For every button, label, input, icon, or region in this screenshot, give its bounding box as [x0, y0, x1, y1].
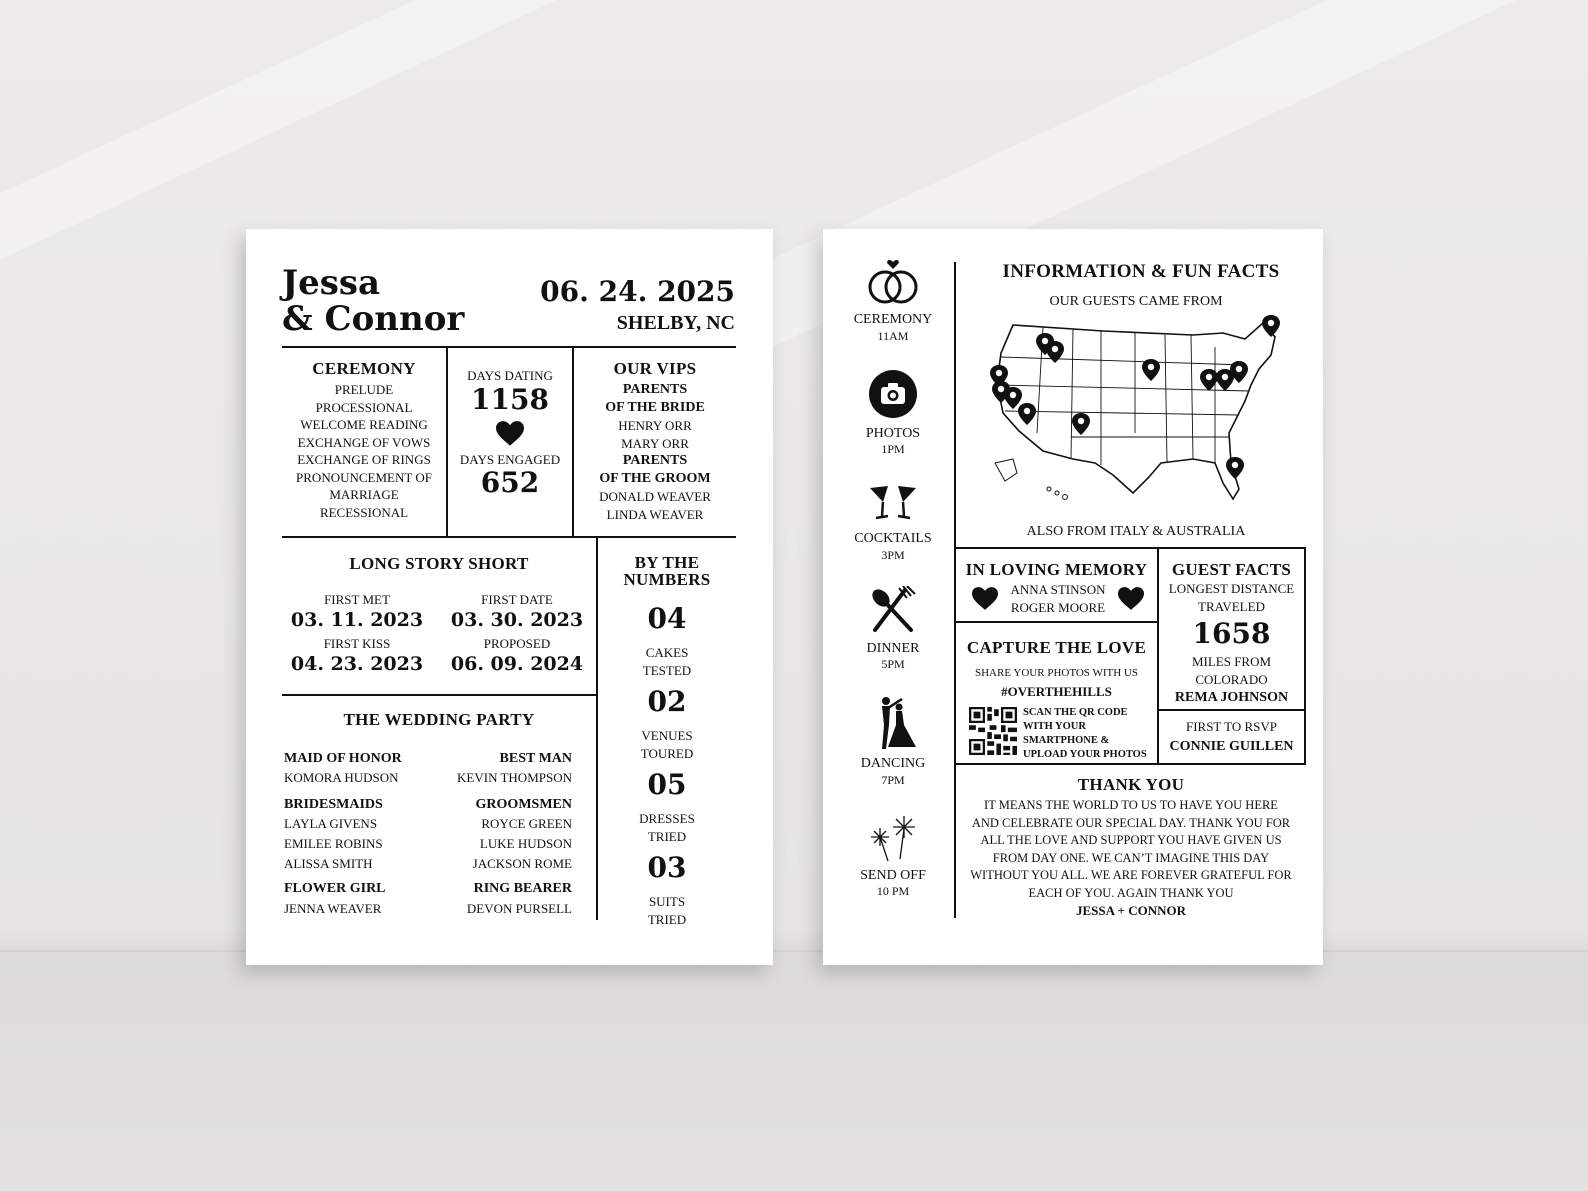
numbers-label: SUITS [648, 894, 686, 909]
timeline-label: PHOTOS [865, 425, 921, 441]
numbers-value: 03 [647, 851, 687, 884]
timeline-time: 5PM [881, 657, 905, 671]
thank-you-section [956, 775, 1306, 920]
story-label: FIRST KISS [323, 636, 391, 651]
numbers-section [598, 554, 736, 928]
thank-you-signature: JESSA + CONNOR [1076, 903, 1186, 918]
numbers-label: TRIED [647, 828, 687, 844]
ceremony-item: EXCHANGE OF VOWS [297, 434, 431, 450]
vips-name: DONALD WEAVER [599, 489, 711, 504]
guest-facts-label: LONGEST DISTANCE [1168, 581, 1295, 596]
program-card-back [823, 229, 1323, 965]
rsvp-name: CONNIE GUILLEN [1169, 738, 1294, 754]
bridesmaid-name: LAYLA GIVENS [284, 816, 378, 831]
story-date: 06. 09. 2024 [450, 652, 584, 675]
vips-name: HENRY ORR [618, 418, 692, 433]
timeline-time: 3PM [881, 547, 905, 562]
guest-facts-label: MILES FROM [1191, 654, 1272, 669]
rsvp-label: FIRST TO RSVP [1185, 719, 1278, 734]
party-groom-side [426, 750, 572, 920]
rsvp-section [1159, 718, 1304, 758]
heart-icon [1118, 587, 1144, 611]
ceremony-item: MARRIAGE [329, 487, 399, 502]
heart-icon [972, 587, 998, 611]
wedding-date: 06. 24. 2025 [540, 275, 735, 308]
ceremony-item: WELCOME READING [300, 417, 428, 432]
ceremony-item: PROCESSIONAL [315, 399, 413, 415]
story-label: PROPOSED [483, 636, 551, 651]
numbers-label: DRESSES [639, 811, 695, 826]
numbers-value: 04 [647, 602, 687, 635]
memory-name: ROGER MOORE [1010, 599, 1106, 615]
numbers-label: TRIED [647, 911, 687, 927]
story-date: 03. 11. 2023 [290, 608, 424, 631]
divider [282, 346, 736, 348]
guest-facts-distance: 1658 [1192, 617, 1271, 650]
divider [954, 621, 1157, 623]
bridesmaids-heading: BRIDESMAIDS [284, 797, 383, 812]
days-section [448, 367, 572, 498]
divider [954, 763, 1306, 765]
ceremony-title: CEREMONY [312, 359, 416, 378]
maid-of-honor-heading: MAID OF HONOR [284, 751, 402, 766]
vips-title: OUR VIPS [613, 359, 697, 378]
days-dating-value: 1158 [471, 382, 549, 416]
groomsmen-heading: GROOMSMEN [475, 797, 572, 812]
timeline-time: 7PM [881, 772, 905, 787]
thank-you-line: ALL THE LOVE AND SUPPORT YOU HAVE GIVEN US [980, 833, 1282, 847]
ceremony-section [282, 359, 446, 521]
story-item [282, 635, 432, 675]
vips-bride-heading: OF THE BRIDE [605, 400, 705, 415]
guest-facts-title: GUEST FACTS [1171, 560, 1292, 579]
dancing-couple-icon [866, 695, 920, 751]
vips-name: MARY ORR [621, 435, 689, 451]
rings-icon [865, 259, 921, 307]
heart-icon [496, 421, 524, 447]
floor-edge [0, 950, 1588, 952]
bridesmaid-name: ALISSA SMITH [284, 856, 373, 871]
groomsman-name: ROYCE GREEN [481, 816, 572, 831]
capture-subtitle: SHARE YOUR PHOTOS WITH US [975, 667, 1138, 679]
memory-names [998, 581, 1118, 616]
numbers-value: 05 [647, 768, 687, 801]
guest-facts-label: COLORADO [1195, 671, 1268, 687]
program-card-front [246, 229, 773, 965]
flower-girl-heading: FLOWER GIRL [284, 881, 386, 896]
story-label: FIRST DATE [481, 592, 553, 607]
thank-you-line: AND CELEBRATE OUR SPECIAL DAY. THANK YOU FOR [971, 815, 1291, 830]
guests-from-label: OUR GUESTS CAME FROM [1049, 294, 1223, 309]
vips-section [574, 359, 736, 523]
maid-of-honor-name: KOMORA HUDSON [284, 770, 399, 785]
couple-names-line1: Jessa [282, 263, 381, 303]
party-bride-side [284, 750, 434, 920]
thank-you-line: EACH OF YOU. AGAIN THANK YOU [1028, 885, 1234, 900]
story-item [442, 591, 592, 631]
divider [954, 547, 1306, 549]
vips-name: LINDA WEAVER [606, 506, 704, 522]
story-item [282, 591, 432, 631]
also-from-label: ALSO FROM ITALY & AUSTRALIA [1026, 524, 1246, 539]
qr-instruction-line: SMARTPHONE & [1023, 735, 1110, 746]
numbers-label: CAKES [645, 645, 689, 660]
flower-girl-name: JENNA WEAVER [284, 901, 382, 916]
qr-instruction-line: UPLOAD YOUR PHOTOS [1023, 749, 1147, 760]
camera-icon [868, 369, 918, 419]
numbers-value: 02 [647, 685, 687, 718]
thank-you-line: IT MEANS THE WORLD TO US TO HAVE YOU HERE [984, 798, 1278, 812]
timeline-time: 10 PM [876, 884, 910, 898]
ceremony-item: RECESSIONAL [319, 504, 409, 520]
days-engaged-label: DAYS ENGAGED [459, 451, 561, 467]
timeline-label: DINNER [866, 640, 920, 656]
timeline-label: CEREMONY [853, 312, 933, 327]
guest-facts-label: TRAVELED [1198, 598, 1265, 614]
divider [1157, 709, 1306, 711]
couple-names-line2: & Connor [282, 299, 465, 339]
timeline-label: COCKTAILS [854, 531, 932, 546]
divider [1304, 547, 1306, 763]
groomsman-name: LUKE HUDSON [479, 836, 572, 851]
map-pins-icon [983, 313, 1293, 513]
memory-title: IN LOVING MEMORY [965, 560, 1148, 579]
ring-bearer-name: DEVON PURSELL [466, 901, 572, 916]
qr-code-icon [969, 707, 1017, 755]
numbers-label: TESTED [642, 662, 692, 678]
timeline-time: 1PM [881, 442, 905, 456]
thank-you-title: THANK YOU [1077, 775, 1185, 794]
days-dating-label: DAYS DATING [467, 368, 553, 383]
capture-hashtag: #OVERTHEHILLS [1001, 684, 1112, 699]
thank-you-line: FROM DAY ONE. WE CAN’T IMAGINE THIS DAY [992, 850, 1270, 865]
ceremony-item: EXCHANGE OF RINGS [297, 452, 431, 467]
sparklers-icon [866, 813, 920, 863]
divider [282, 536, 736, 538]
divider [282, 694, 596, 696]
vips-bride-heading: PARENTS [622, 382, 688, 397]
numbers-label: TOURED [640, 745, 694, 761]
timeline-time: 11AM [877, 328, 909, 343]
guest-facts-section [1159, 560, 1304, 708]
story-date: 04. 23. 2023 [290, 652, 424, 675]
bridesmaid-name: EMILEE ROBINS [284, 836, 383, 851]
ring-bearer-heading: RING BEARER [473, 881, 572, 896]
timeline-label: DANCING [860, 756, 926, 771]
qr-instruction-line: WITH YOUR [1023, 721, 1086, 732]
numbers-title: NUMBERS [623, 570, 711, 589]
info-title: INFORMATION & FUN FACTS [1002, 261, 1280, 282]
wedding-location: SHELBY, NC [616, 312, 735, 334]
numbers-title: BY THE [634, 553, 700, 572]
story-item [442, 635, 592, 675]
best-man-name: KEVIN THOMPSON [457, 770, 572, 785]
memory-name: ANNA STINSON [1010, 582, 1106, 597]
thank-you-line: WITHOUT YOU ALL. WE ARE FOREVER GRATEFUL FOR [970, 868, 1292, 882]
fork-spoon-icon [869, 586, 917, 634]
best-man-heading: BEST MAN [499, 751, 572, 766]
groomsman-name: JACKSON ROME [472, 856, 572, 871]
ceremony-item: PRELUDE [334, 382, 394, 397]
guest-facts-name: REMA JOHNSON [1174, 690, 1289, 705]
qr-instruction-line: SCAN THE QR CODE [1023, 707, 1128, 718]
vips-groom-heading: PARENTS [622, 453, 688, 468]
days-engaged-value: 652 [480, 466, 540, 499]
qr-instructions [1023, 706, 1157, 762]
timeline-label: SEND OFF [860, 867, 926, 883]
story-label: FIRST MET [324, 592, 390, 607]
vips-groom-heading: OF THE GROOM [599, 471, 711, 486]
numbers-label: VENUES [641, 728, 693, 743]
cocktail-glasses-icon [866, 482, 920, 526]
ceremony-item: PRONOUNCEMENT OF [296, 469, 432, 485]
story-date: 03. 30. 2023 [450, 608, 584, 631]
party-title: THE WEDDING PARTY [343, 710, 535, 729]
capture-title: CAPTURE THE LOVE [966, 638, 1147, 657]
story-title: LONG STORY SHORT [349, 554, 529, 573]
timeline-column [833, 259, 953, 898]
